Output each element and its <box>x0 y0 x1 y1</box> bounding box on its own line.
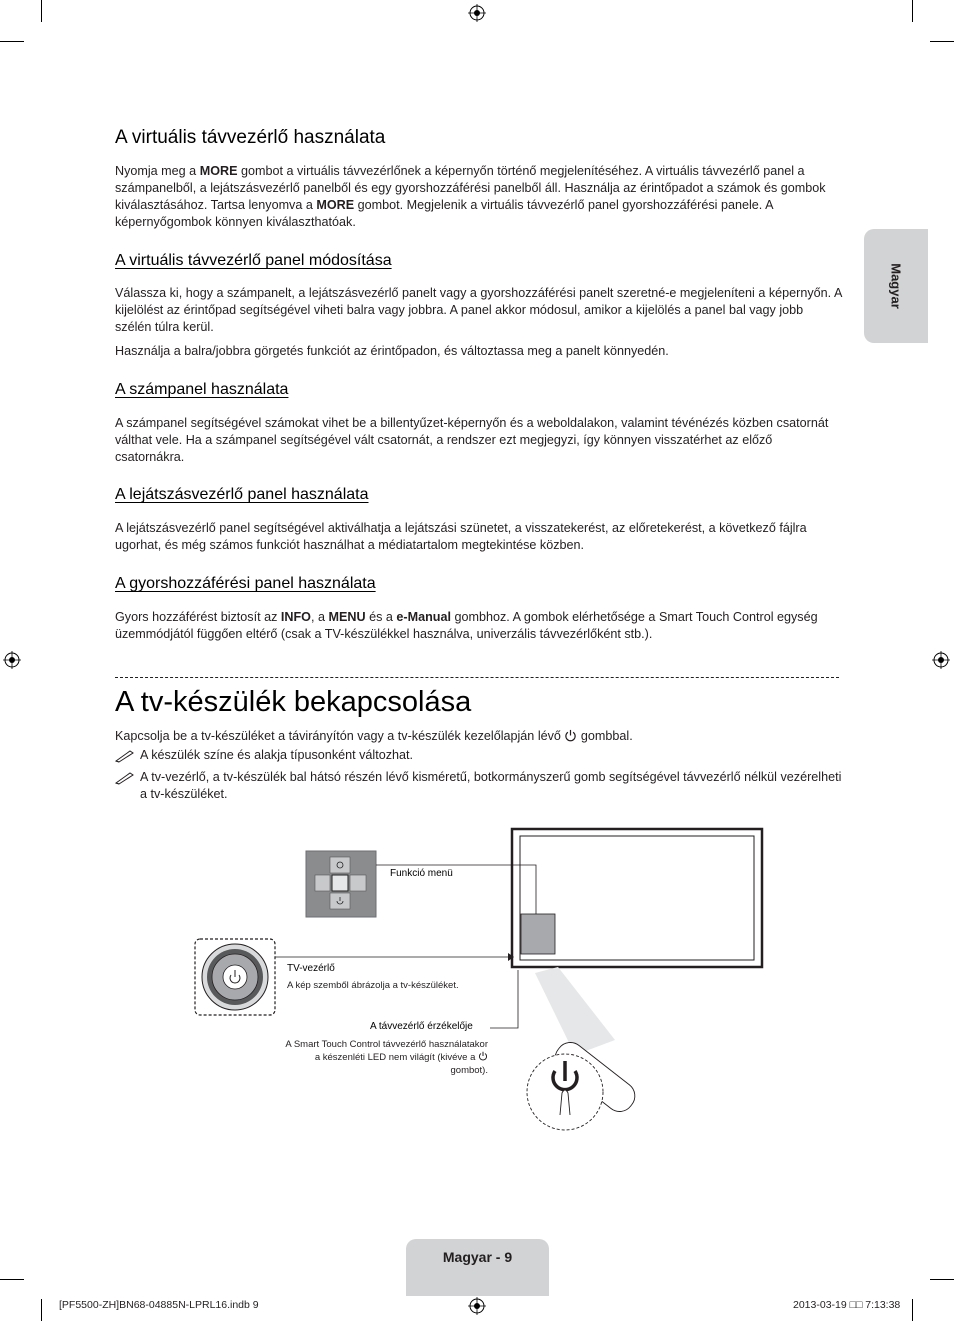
power-icon <box>564 729 577 742</box>
crop-mark <box>912 1299 913 1321</box>
label-function-menu: Funkció menü <box>390 868 453 879</box>
side-tab-label: Magyar <box>888 263 904 309</box>
bold-keyword: MENU <box>328 610 366 624</box>
note: A készülék színe és alakja típusonként változhat. <box>115 747 845 764</box>
registration-mark-icon <box>3 651 21 669</box>
registration-mark-icon <box>468 4 486 22</box>
crop-mark <box>930 1279 954 1280</box>
bold-keyword: INFO <box>280 610 311 624</box>
crop-mark <box>41 0 42 22</box>
power-on-paragraph: Kapcsolja be a tv-készüléket a távirányítón vagy a tv-készülék kezelőlapján lévő gombbal. <box>115 729 633 743</box>
page-number-tab <box>406 1239 549 1296</box>
crop-mark <box>930 41 954 42</box>
label-remote-sensor: A távvezérlő érzékelője <box>370 1021 473 1032</box>
crop-mark <box>912 0 913 22</box>
power-icon <box>478 1051 488 1061</box>
paragraph: Használja a balra/jobbra görgetés funkciót az érintőpadon, és változtassa meg a panelt könnyedén. <box>115 344 669 358</box>
page-title: A tv-készülék bekapcsolása <box>115 686 472 718</box>
section-divider <box>115 677 839 678</box>
subsection-title: A gyorshozzáférési panel használata <box>115 575 376 592</box>
registration-mark-icon <box>468 1297 486 1315</box>
note-pencil-icon <box>115 771 135 785</box>
crop-mark <box>0 41 24 42</box>
paragraph: Válassza ki, hogy a számpanelt, a lejátszásvezérlő panelt vagy a gyorshozzáférési panelt szeretné-e megjeleníteni a képernyőn. A kijelölést az érintőpad segítségével viheti balra vagy jobbra. A panel akkor módosul, amikor a kijelölés a panel bal vagy jobb szélén túlra kerül. <box>115 286 842 334</box>
file-slug: [PF5500-ZH]BN68-04885N-LPRL16.indb 9 <box>59 1299 259 1311</box>
note-pencil-icon <box>115 749 135 763</box>
note: A tv-vezérlő, a tv-készülék bal hátsó részén lévő kisméretű, botkormányszerű gomb segítségével távvezérlő nélkül vezérelheti a tv-készüléket. <box>115 769 845 803</box>
section-title: A virtuális távvezérlő használata <box>115 127 386 148</box>
paragraph: Gyors hozzáférést biztosít az INFO, a MENU és a e-Manual gombhoz. A gombok elérhetősége a Smart Touch Control egység üzemmódjától függően eltérő (csak a TV-készülékkel használva, univerzális távvezérlőként stb.). <box>115 610 818 641</box>
date-slug: 2013-03-19 □□ 7:13:38 <box>793 1299 901 1311</box>
subsection-title: A lejátszásvezérlő panel használata <box>115 486 369 503</box>
label-tv-controller: TV-vezérlő <box>287 963 335 974</box>
intro-paragraph: Nyomja meg a MORE gombot a virtuális távvezérlőnek a képernyőn történő megjelenítéséhez. A virtuális távvezérlő panel a számpanelből, a lejátszásvezérlő panelből és egy gyorshozzáférési panelből áll. Használja az érintőpadot a számok és gombok kiválasztásához. Tartsa lenyomva a MORE gombot. Megjelenik a virtuális távvezérlő panel gyorshozzáférési panele. A képernyőgombok könnyen kiválaszthatóak. <box>115 164 826 229</box>
tv-sensor-area <box>521 914 555 954</box>
subsection-title: A virtuális távvezérlő panel módosítása <box>115 252 392 269</box>
bold-keyword: e-Manual <box>396 610 451 624</box>
subsection-title: A számpanel használata <box>115 381 289 398</box>
tv-diagram <box>190 825 770 1135</box>
registration-mark-icon <box>932 651 950 669</box>
paragraph: A lejátszásvezérlő panel segítségével aktiválhatja a lejátszási szünetet, a visszatekerést, az előretekerést, a következő fájlra ugorhat, és még számos funkciót használhat a médiatartalom megtekintése közben. <box>115 521 807 552</box>
crop-mark <box>0 1279 24 1280</box>
paragraph: A számpanel segítségével számokat vihet be a billentyűzet-képernyőn és a weboldalakon, valamint tévénézés közben csatornát válthat vele. Ha a számpanel segítségével vált csatornát, a rendszer ezt megjegyzi, így könnyen visszatérhet az előző csatornákra. <box>115 416 829 464</box>
crop-mark <box>41 1299 42 1321</box>
page-number: Magyar - 9 <box>442 1249 513 1265</box>
label-remote-sensor-desc: A Smart Touch Control távvezérlő használatakor a készenléti LED nem világít (kivéve a gombot). <box>285 1039 488 1076</box>
label-tv-controller-desc: A kép szemből ábrázolja a tv-készüléket. <box>287 980 459 991</box>
language-side-tab <box>864 229 928 343</box>
bold-keyword: MORE <box>316 198 355 212</box>
bold-keyword: MORE <box>199 164 238 178</box>
